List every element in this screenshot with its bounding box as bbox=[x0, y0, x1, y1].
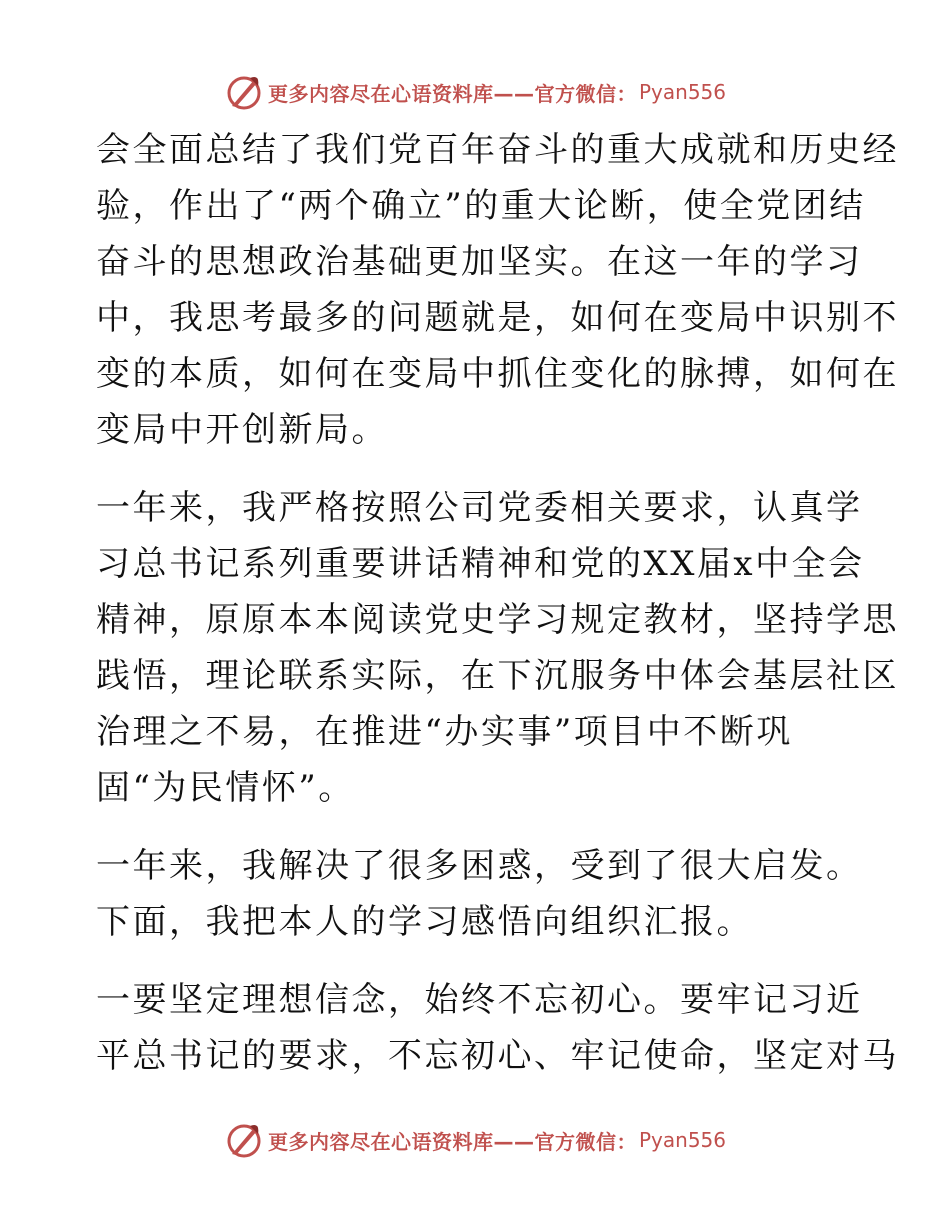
text-line: 一要坚定理想信念，始终不忘初心。要牢记习近 bbox=[96, 980, 863, 1020]
promo-text: 更多内容尽在心语资料库——官方微信： bbox=[267, 81, 637, 106]
text-line: 变的本质，如何在变局中抓住变化的脉搏，如何在 bbox=[96, 354, 899, 394]
text-line: 治理之不易，在推进“办实事”项目中不断巩 bbox=[96, 712, 793, 752]
document-body bbox=[96, 122, 899, 1084]
paragraph bbox=[96, 122, 899, 458]
quill-logo-icon bbox=[224, 1120, 264, 1160]
text-line: 精神，原原本本阅读党史学习规定教材，坚持学思 bbox=[96, 600, 899, 640]
footer-banner bbox=[0, 1118, 950, 1162]
text-line: 会全面总结了我们党百年奋斗的重大成就和历史经 bbox=[96, 130, 899, 170]
text-line: 一年来，我解决了很多困惑，受到了很大启发。 bbox=[96, 846, 863, 886]
text-line: 验，作出了“两个确立”的重大论断，使全党团结 bbox=[96, 186, 866, 226]
text-line: 下面，我把本人的学习感悟向组织汇报。 bbox=[96, 902, 753, 942]
text-line: 一年来，我严格按照公司党委相关要求，认真学 bbox=[96, 488, 863, 528]
wechat-id: Pyan556 bbox=[638, 1128, 726, 1152]
text-line: 践悟，理论联系实际，在下沉服务中体会基层社区 bbox=[96, 656, 899, 696]
text-line: 固“为民情怀”。 bbox=[96, 768, 355, 808]
quill-logo-icon bbox=[224, 72, 264, 112]
paragraph bbox=[96, 838, 863, 950]
header-banner bbox=[0, 70, 950, 114]
text-line: 习总书记系列重要讲话精神和党的XX届x中全会 bbox=[96, 544, 865, 584]
paragraph bbox=[96, 480, 899, 816]
text-line: 变局中开创新局。 bbox=[96, 410, 388, 450]
wechat-id: Pyan556 bbox=[638, 80, 726, 104]
paragraph bbox=[96, 972, 899, 1084]
text-line: 平总书记的要求，不忘初心、牢记使命，坚定对马 bbox=[96, 1036, 899, 1076]
text-line: 奋斗的思想政治基础更加坚实。在这一年的学习 bbox=[96, 242, 863, 282]
text-line: 中，我思考最多的问题就是，如何在变局中识别不 bbox=[96, 298, 899, 338]
promo-text: 更多内容尽在心语资料库——官方微信： bbox=[267, 1129, 637, 1154]
